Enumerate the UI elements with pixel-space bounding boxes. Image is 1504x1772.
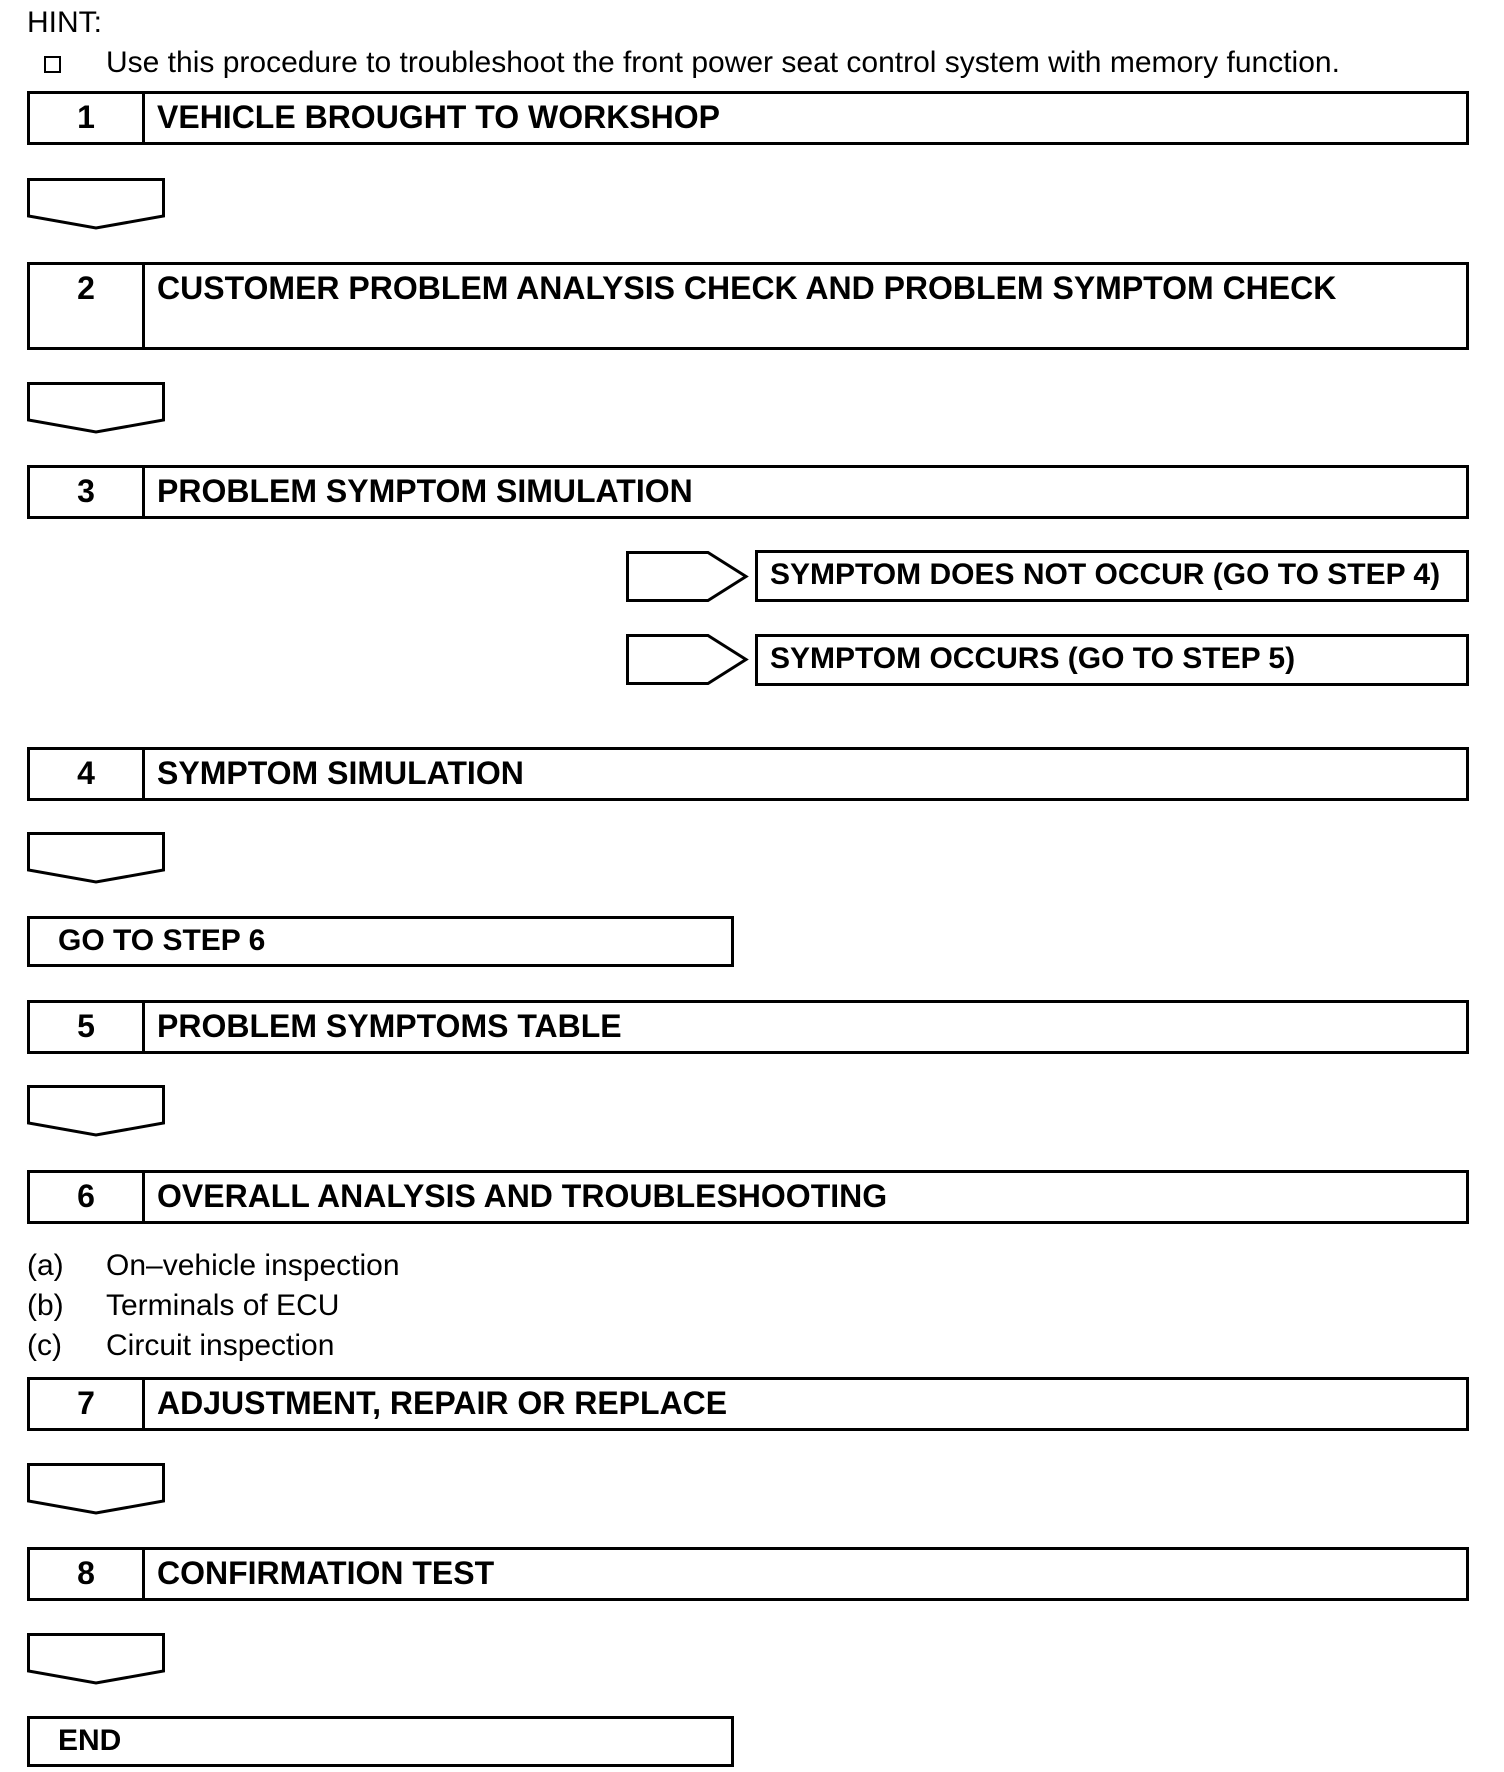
down-arrow-icon [27,1463,165,1515]
step-title: VEHICLE BROUGHT TO WORKSHOP [157,99,720,135]
step-number: 6 [30,1173,145,1221]
end-box: END [27,1716,734,1767]
step-6 [27,1170,1469,1224]
step-title: PROBLEM SYMPTOMS TABLE [157,1008,622,1044]
step-1 [27,91,1469,145]
step-title: CONFIRMATION TEST [157,1555,495,1591]
step-title: CUSTOMER PROBLEM ANALYSIS CHECK AND PROBLEM SYMPTOM CHECK [157,270,1337,306]
substep-text: Terminals of ECU [106,1289,340,1322]
bullet-box-icon [44,56,61,73]
step-5 [27,1000,1469,1054]
substep-text: On–vehicle inspection [106,1249,400,1282]
down-arrow-icon [27,178,165,230]
branch-symptom-occurs: SYMPTOM OCCURS (GO TO STEP 5) [755,634,1469,686]
step-7 [27,1377,1469,1431]
step-number: 8 [30,1550,145,1598]
substep-label: (a) [27,1249,64,1282]
hint-label: HINT: [27,6,102,39]
branch-symptom-does-not-occur: SYMPTOM DOES NOT OCCUR (GO TO STEP 4) [755,550,1469,602]
down-arrow-icon [27,1633,165,1685]
step-8 [27,1547,1469,1601]
step-title: OVERALL ANALYSIS AND TROUBLESHOOTING [157,1178,888,1214]
substep-label: (c) [27,1329,62,1362]
right-arrow-icon [626,634,748,686]
hint-text: Use this procedure to troubleshoot the front power seat control system with memory function. [106,46,1340,79]
step-number: 4 [30,750,145,798]
step-number: 5 [30,1003,145,1051]
step-number: 1 [30,94,145,142]
substep-text: Circuit inspection [106,1329,335,1362]
step-title: SYMPTOM SIMULATION [157,755,524,791]
down-arrow-icon [27,382,165,434]
step-title: ADJUSTMENT, REPAIR OR REPLACE [157,1385,728,1421]
step-4 [27,747,1469,801]
down-arrow-icon [27,1085,165,1137]
step-title: PROBLEM SYMPTOM SIMULATION [157,473,693,509]
right-arrow-icon [626,551,748,603]
step-number: 2 [30,265,145,347]
substep-label: (b) [27,1289,64,1322]
down-arrow-icon [27,832,165,884]
step-number: 3 [30,468,145,516]
goto-step-6: GO TO STEP 6 [27,916,734,967]
step-3 [27,465,1469,519]
step-number: 7 [30,1380,145,1428]
step-2 [27,262,1469,350]
